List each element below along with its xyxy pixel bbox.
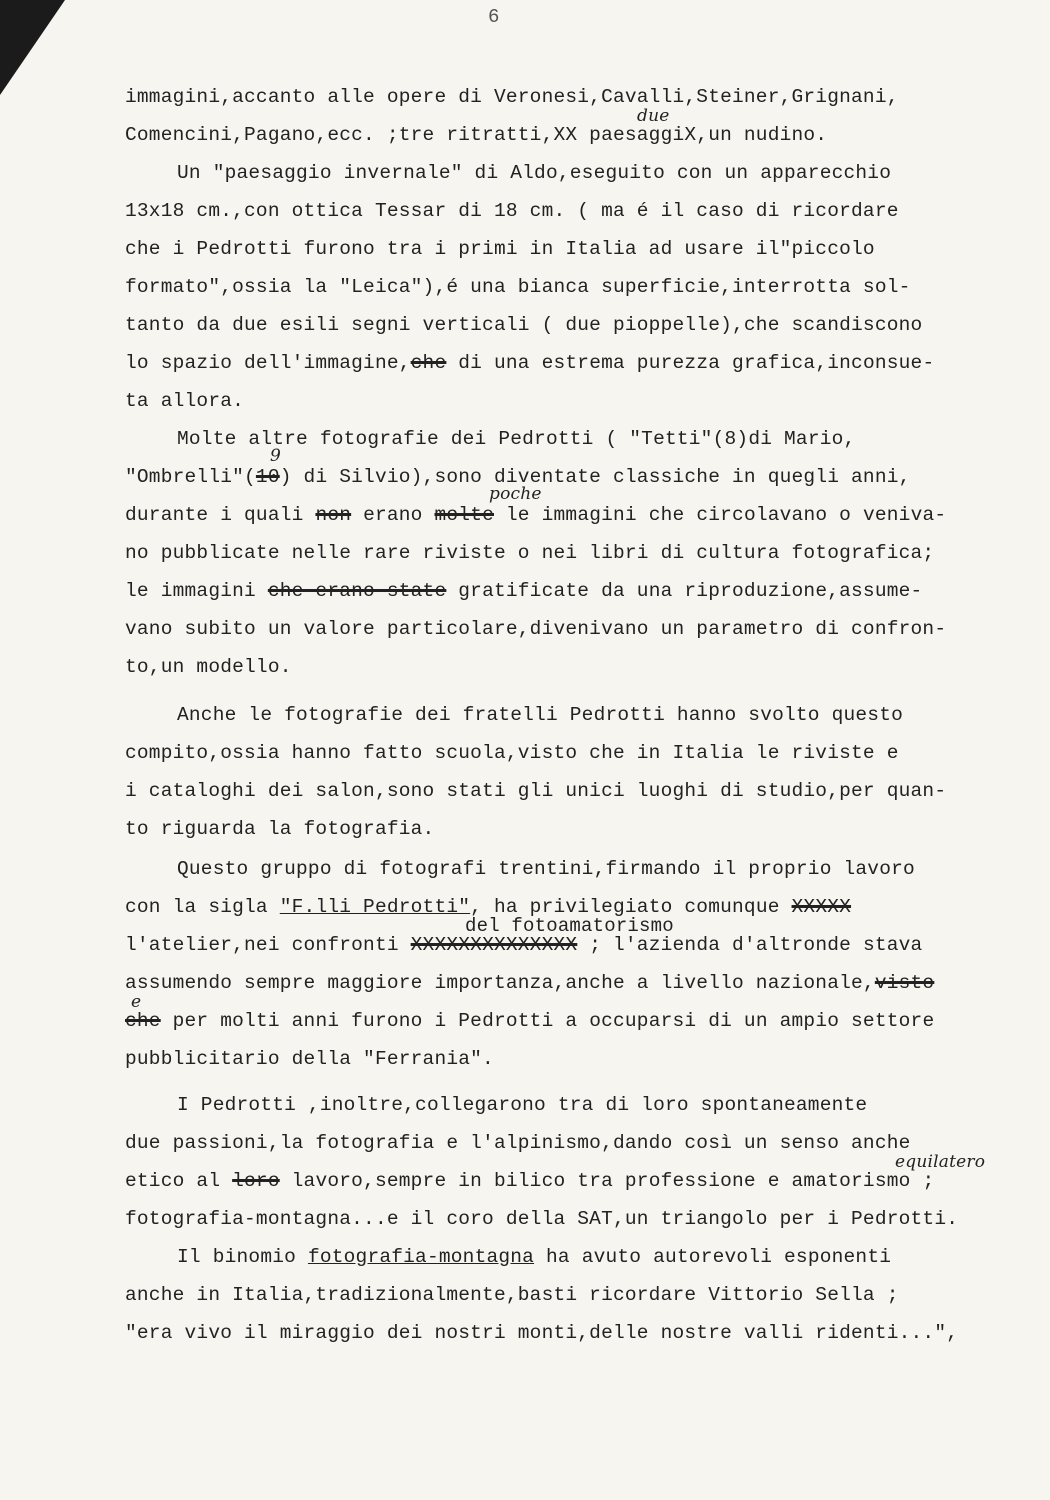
text-line: Un "paesaggio invernale" di Aldo,eseguito con un apparecchio: [177, 162, 892, 184]
text-line: [125, 580, 922, 602]
underlined-signature: "F.lli Pedrotti": [279, 896, 471, 918]
text-line: Molte altre fotografie dei Pedrotti ( "Tetti"(8)di Mario,: [177, 428, 856, 450]
handwritten-insertion: due: [637, 106, 670, 126]
handwritten-insertion: 9: [270, 446, 282, 466]
handwritten-insertion: equilatero: [895, 1152, 986, 1172]
text-line: [125, 1010, 934, 1032]
text-line: I Pedrotti ,inoltre,collegarono tra di loro spontaneamente: [177, 1094, 868, 1116]
text-fragment: durante i quali: [125, 504, 304, 526]
text-line: vano subito un valore particolare,divenivano un parametro di confron-: [125, 618, 947, 640]
text-fragment: lo spazio dell'immagine,: [125, 352, 411, 374]
text-line: Questo gruppo di fotografi trentini,firmando il proprio lavoro: [177, 858, 915, 880]
text-fragment: ) di Silvio),sono diventate classiche in quegli anni,: [279, 466, 911, 488]
struck-word: che: [410, 352, 447, 374]
text-fragment: assumendo sempre maggiore importanza,anche a livello nazionale,: [125, 972, 875, 994]
text-line: [125, 504, 946, 526]
text-line: Comencini,Pagano,ecc. ;tre ritratti,XX paesaggiX,un nudino.: [125, 124, 828, 146]
struck-word: che: [125, 1010, 161, 1032]
struck-word: 10: [255, 466, 280, 488]
text-fragment: "Ombrelli"(: [125, 466, 256, 488]
struck-word: loro: [232, 1170, 280, 1192]
text-fragment: , ha privilegiato comunque: [470, 896, 780, 918]
underlined-phrase: fotografia-montagna: [307, 1246, 535, 1268]
text-fragment: le immagini: [125, 580, 256, 602]
text-fragment: gratificate da una riproduzione,assume-: [458, 580, 923, 602]
text-line: due passioni,la fotografia e l'alpinismo,dando così un senso anche: [125, 1132, 911, 1154]
text-line: anche in Italia,tradizionalmente,basti ricordare Vittorio Sella ;: [125, 1284, 899, 1306]
struck-word: non: [315, 504, 352, 526]
text-fragment: lavoro,sempre in bilico tra professione e amatorismo ;: [291, 1170, 935, 1192]
text-fragment: ; l'azienda d'altronde stava: [589, 934, 923, 956]
page-number: 6: [488, 6, 500, 28]
text-line: Anche le fotografie dei fratelli Pedrotti hanno svolto questo: [177, 704, 904, 726]
text-fragment: Molte altre fotografie dei Pedrotti ( "Tetti": [177, 428, 713, 450]
text-fragment: con la sigla: [125, 896, 268, 918]
text-fragment: ha avuto autorevoli esponenti: [545, 1246, 892, 1268]
text-fragment: erano: [363, 504, 423, 526]
text-line: no pubblicate nelle rare riviste o nei libri di cultura fotografica;: [125, 542, 935, 564]
text-line: i cataloghi dei salon,sono stati gli unici luoghi di studio,per quan-: [125, 780, 947, 802]
text-line: formato",ossia la "Leica"),é una bianca superficie,interrotta sol-: [125, 276, 911, 298]
text-fragment: per molti anni furono i Pedrotti a occuparsi di un ampio settore: [172, 1010, 935, 1032]
text-line: to,un modello.: [125, 656, 292, 678]
note-number: 8: [724, 428, 737, 450]
text-line: 13x18 cm.,con ottica Tessar di 18 cm. ( ma é il caso di ricordare: [125, 200, 899, 222]
text-fragment: di una estrema purezza grafica,inconsue-: [458, 352, 935, 374]
text-line: immagini,accanto alle opere di Veronesi,Cavalli,Steiner,Grignani,: [125, 86, 899, 108]
folded-corner: [0, 0, 65, 95]
text-line: tanto da due esili segni verticali ( due pioppelle),che scandiscono: [125, 314, 923, 336]
handwritten-insertion: poche: [489, 484, 542, 504]
text-fragment: le immagini che circolavano o veniva-: [505, 504, 947, 526]
struck-word: XXXXXXXXXXXXXX: [410, 934, 578, 956]
text-fragment: etico al: [125, 1170, 221, 1192]
text-line: to riguarda la fotografia.: [125, 818, 435, 840]
text-line: [125, 934, 922, 956]
text-line: fotografia-montagna...e il coro della SAT,un triangolo per i Pedrotti.: [125, 1208, 959, 1230]
text-line: compito,ossia hanno fatto scuola,visto che in Italia le riviste e: [125, 742, 899, 764]
text-fragment: l'atelier,nei confronti: [125, 934, 399, 956]
text-line: [125, 1246, 891, 1268]
text-fragment: Il binomio: [177, 1246, 297, 1268]
text-fragment: di Mario,: [748, 428, 856, 450]
text-line: [125, 1170, 934, 1192]
handwritten-insertion: e: [131, 992, 142, 1012]
text-line: [125, 352, 934, 374]
struck-word: che erano state: [267, 580, 447, 602]
handwritten-insertion: del fotoamatorismo: [465, 915, 674, 937]
text-line: pubblicitario della "Ferrania".: [125, 1048, 494, 1070]
text-line: ta allora.: [125, 390, 245, 412]
struck-word: XXXXX: [791, 896, 852, 918]
text-line: "era vivo il miraggio dei nostri monti,delle nostre valli ridenti...",: [125, 1322, 959, 1344]
struck-word: molte: [434, 504, 494, 526]
text-line: [125, 972, 934, 994]
text-line: che i Pedrotti furono tra i primi in Italia ad usare il"piccolo: [125, 238, 875, 260]
struck-word: visto: [874, 972, 935, 994]
